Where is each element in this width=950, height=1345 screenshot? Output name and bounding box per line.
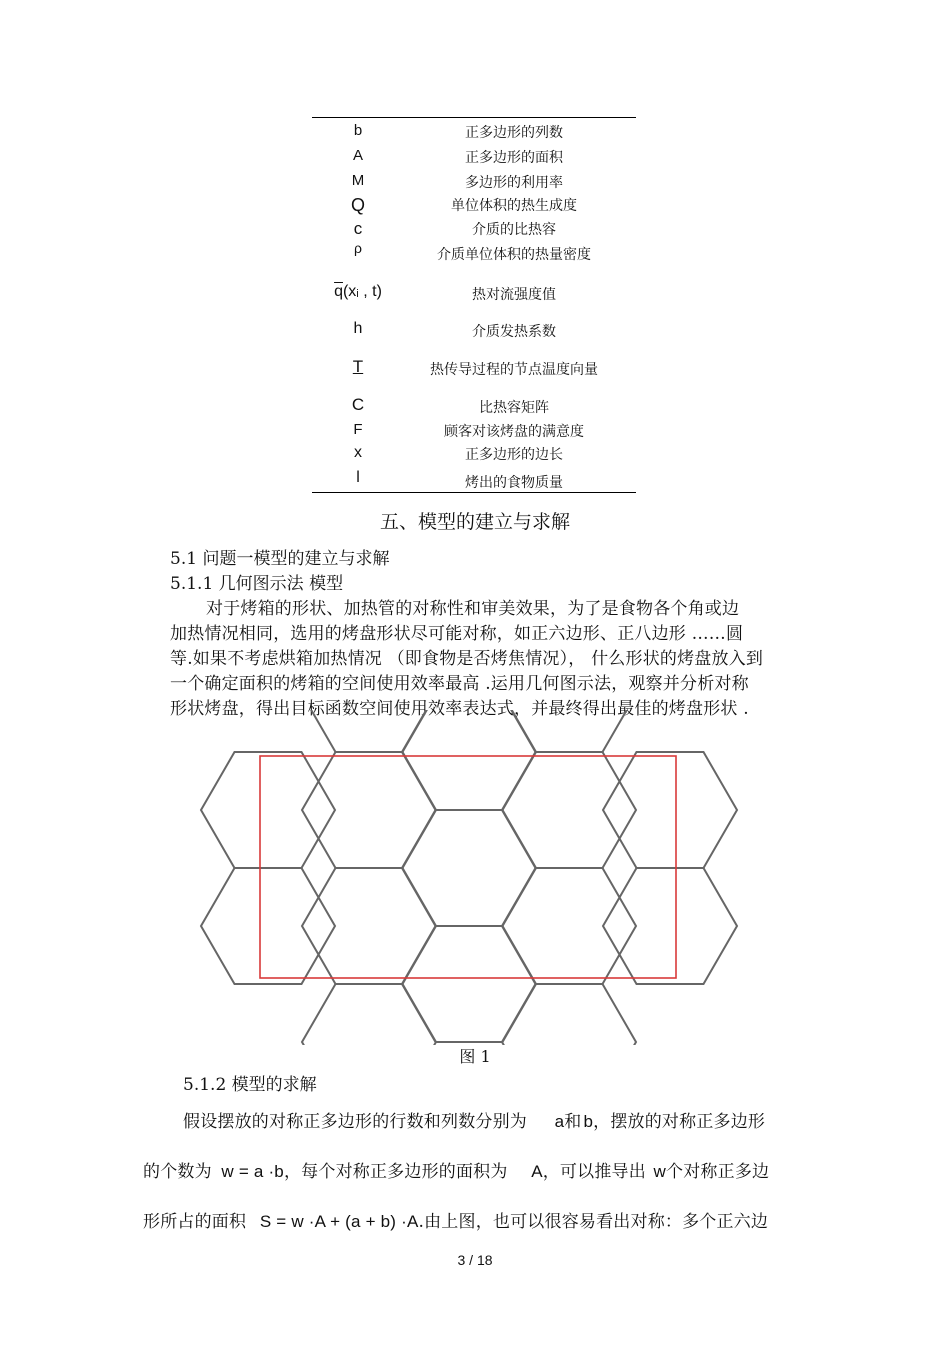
table-top-rule xyxy=(312,117,636,118)
hexagon-cell xyxy=(502,984,636,1045)
text-run: 假设摆放的对称正多边形的行数和列数分别为 xyxy=(183,1112,527,1132)
description-cell: 介质的比热容 xyxy=(472,222,556,238)
hexagon-cell xyxy=(502,710,636,752)
symbol-cell: h xyxy=(353,320,363,337)
symbol-cell: Q xyxy=(350,195,365,215)
description-cell: 多边形的利用率 xyxy=(465,175,563,191)
math-inline: b xyxy=(583,1112,594,1131)
text-run: ，摆放的对称正多边形 xyxy=(593,1112,766,1132)
description-cell: 单位体积的热生成度 xyxy=(451,198,577,214)
hexagon-cell xyxy=(201,752,335,868)
subsubsection-heading: 5.1.1 几何图示法 模型 xyxy=(170,574,344,594)
figure-caption: 图 1 xyxy=(459,1047,491,1066)
text-line xyxy=(143,1157,769,1182)
symbol-cell: F xyxy=(353,421,363,438)
description-cell: 正多边形的列数 xyxy=(465,125,563,141)
math-inline: a xyxy=(554,1112,565,1131)
text-run: .由上图，也可以很容易看出对称：多个正六边 xyxy=(418,1212,769,1232)
description-cell: 热对流强度值 xyxy=(472,287,556,303)
hexagon-cell xyxy=(603,868,737,984)
text-line: 形状烤盘，得出目标函数空间使用效率表达式，并最终得出最佳的烤盘形状 . xyxy=(170,699,749,719)
hexagon-cell xyxy=(302,752,436,868)
symbol-q-bar: $\overline{q}$ xyxy=(334,283,343,300)
hexagon-cell xyxy=(302,984,436,1045)
page-number: 3 / 18 xyxy=(457,1252,493,1268)
symbol-cell: b xyxy=(353,122,363,139)
description-cell: 介质发热系数 xyxy=(472,324,556,340)
description-cell: 介质单位体积的热量密度 xyxy=(437,247,591,263)
math-inline: w xyxy=(653,1162,667,1181)
symbol-cell: A xyxy=(352,147,363,164)
symbol-args: (xᵢ , t) xyxy=(342,283,382,300)
text-line: 对于烤箱的形状、加热管的对称性和审美效果，为了是食物各个角或边 xyxy=(206,599,740,619)
math-inline: S = w ·A + (a + b) ·A xyxy=(259,1212,419,1231)
text-run: 个对称正多边 xyxy=(666,1162,770,1182)
hexagon-cell xyxy=(302,710,436,752)
hexagon-cell xyxy=(402,926,536,1042)
text-run: ，可以推导出 xyxy=(542,1162,646,1182)
hexagon-tiling-figure xyxy=(0,710,950,1045)
description-cell: 正多边形的边长 xyxy=(465,447,563,463)
hexagon-cell xyxy=(502,752,636,868)
text-run: 和 xyxy=(564,1112,582,1132)
symbol-cell: T xyxy=(352,357,364,376)
math-inline: w = a ·b xyxy=(221,1162,284,1181)
symbol-cell: c xyxy=(353,219,363,238)
table-bottom-rule xyxy=(312,492,636,493)
description-cell: 顾客对该烤盘的满意度 xyxy=(444,424,584,440)
hexagon-cell xyxy=(201,868,335,984)
hexagon-cell xyxy=(502,868,636,984)
text-line xyxy=(183,1107,765,1132)
text-line: 加热情况相同，选用的烤盘形状尽可能对称，如正六边形、正八边形 ……圆 xyxy=(170,624,744,644)
text-line xyxy=(143,1207,768,1232)
description-cell: 热传导过程的节点温度向量 xyxy=(430,362,598,378)
math-inline: A xyxy=(531,1162,543,1181)
symbol-cell: M xyxy=(351,172,365,189)
text-run: 形所占的面积 xyxy=(143,1212,247,1232)
description-cell: 正多边形的面积 xyxy=(465,150,563,166)
hexagon-cell xyxy=(302,868,436,984)
description-cell: 比热容矩阵 xyxy=(479,400,549,416)
symbol-cell: ρ xyxy=(354,240,362,256)
subsubsection-heading: 5.1.2 模型的求解 xyxy=(183,1075,317,1095)
text-run: ，每个对称正多边形的面积为 xyxy=(283,1162,508,1182)
text-line: 一个确定面积的烤箱的空间使用效率最高 .运用几何图示法，观察并分析对称 xyxy=(170,674,749,694)
hexagon-cell xyxy=(603,752,737,868)
symbol-cell: l xyxy=(356,469,360,486)
text-run: 的个数为 xyxy=(143,1162,212,1182)
subsection-heading: 5.1 问题一模型的建立与求解 xyxy=(170,549,390,569)
hexagon-cell xyxy=(402,710,536,810)
symbol-cell: C xyxy=(351,395,365,414)
hexagon-cell xyxy=(402,810,536,926)
text-line: 等.如果不考虑烘箱加热情况 （即食物是否烤焦情况）， 什么形状的烤盘放入到 xyxy=(170,649,764,669)
description-cell: 烤出的食物质量 xyxy=(465,475,563,491)
symbol-cell: x xyxy=(354,444,362,461)
section-title: 五、模型的建立与求解 xyxy=(379,511,570,533)
